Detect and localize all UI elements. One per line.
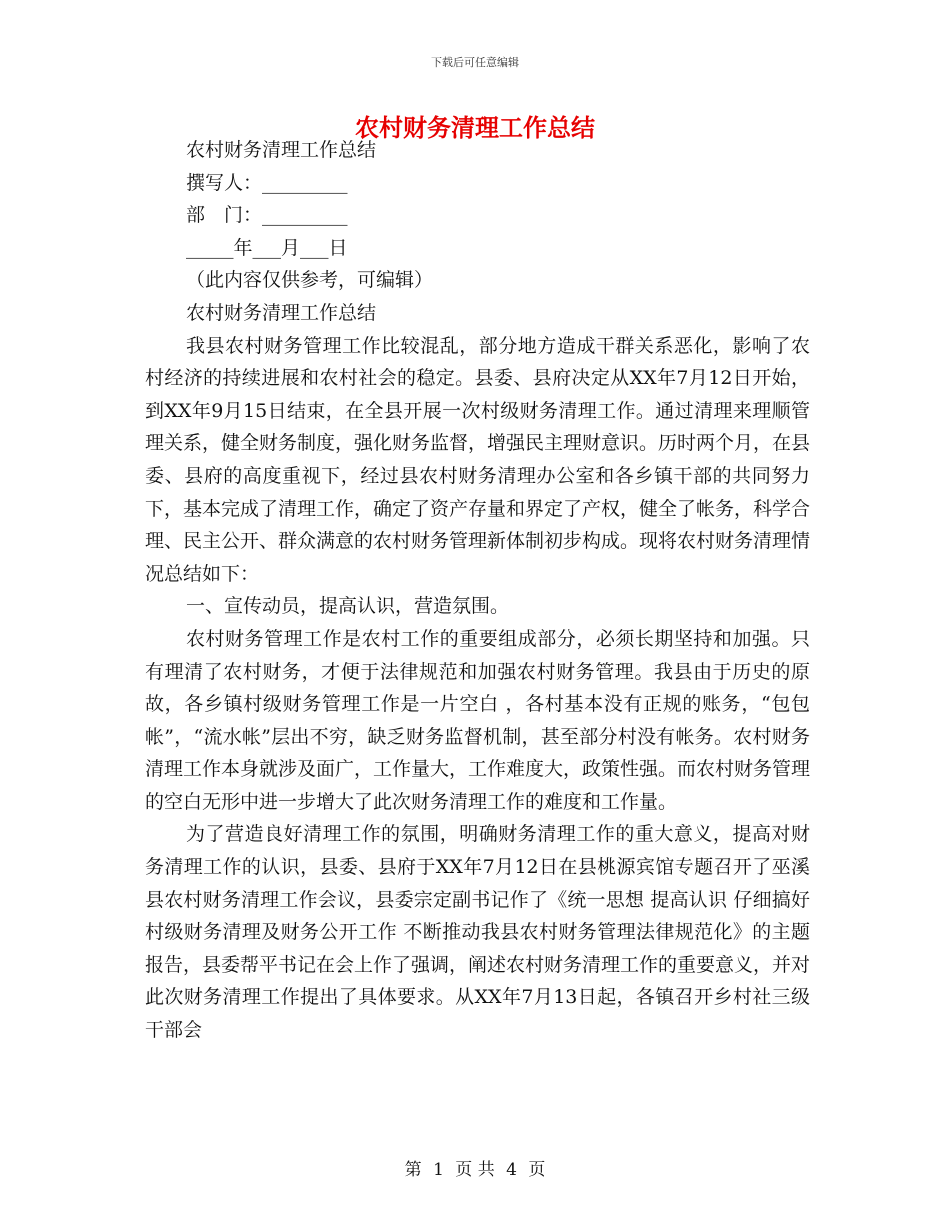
document-body (145, 134, 810, 1047)
subtitle-repeat: 农村财务清理工作总结 (186, 301, 377, 324)
author-line: 撰写人：_________ (186, 171, 348, 194)
footer-middle: 页 共 (455, 1160, 495, 1180)
header-note: 下载后可任意编辑 (431, 56, 519, 69)
footer-page-number: 1 (433, 1160, 444, 1180)
paragraph-section1-b: 为了营造良好清理工作的氛围，明确财务清理工作的重大意义，提高对财务清理工作的认识，县委、县府于XX年7月12日在县桃源宾馆专题召开了巫溪县农村财务清理工作会议，县委宗定副书记作了《统一思想 提高认识 仔细搞好村级财务清理及财务公开工作 不断推动我县农村财务管理法律规范化》的主题报告，县委帮平书记在会上作了强调，阐述农村财务清理工作的重要意义，并对此次财务清理工作提出了具体要求。从XX年7月13日起，各镇召开乡村社三级干部会 (145, 823, 811, 1042)
note-line: （此内容仅供参考，可编辑） (186, 269, 434, 292)
department-line: 部 门：_________ (186, 204, 348, 227)
subtitle: 农村财务清理工作总结 (186, 139, 377, 161)
page-footer (0, 1155, 950, 1180)
footer-suffix: 页 (528, 1160, 546, 1180)
paragraph-intro: 我县农村财务管理工作比较混乱，部分地方造成干群关系恶化，影响了农村经济的持续进展和农村社会的稳定。县委、县府决定从XX年7月12日开始，到XX年9月15日结束，在全县开展一次村级财务清理工作。通过清理来理顺管理关系，健全财务制度，强化财务监督，增强民主理财意识。历时两个月，在县委、县府的高度重视下，经过县农村财务清理办公室和各乡镇干部的共同努力下，基本完成了清理工作，确定了资产存量和界定了产权，健全了帐务，科学合理、民主公开、群众满意的农村财务管理新体制初步构成。现将农村财务清理情况总结如下： (145, 334, 811, 585)
document-title: 农村财务清理工作总结 (355, 114, 595, 142)
paragraph-section1-a: 农村财务管理工作是农村工作的重要组成部分，必须长期坚持和加强。只有理清了农村财务，才便于法律规范和加强农村财务管理。我县由于历史的原故，各乡镇村级财务管理工作是一片空白 ，各村基本没有正规的账务，“包包帐”，“流水帐”层出不穷，缺乏财务监督机制，甚至部分村没有帐务。农村财务清理工作本身就涉及面广，工作量大，工作难度大，政策性强。而农村财务管理的空白无形中进一步增大了此次财务清理工作的难度和工作量。 (145, 627, 811, 813)
footer-prefix: 第 (404, 1160, 422, 1180)
footer-total-pages: 4 (506, 1160, 517, 1180)
section-heading-1: 一、宣传动员，提高认识，营造氛围。 (186, 595, 510, 618)
date-line: _____年___月___日 (186, 236, 348, 259)
